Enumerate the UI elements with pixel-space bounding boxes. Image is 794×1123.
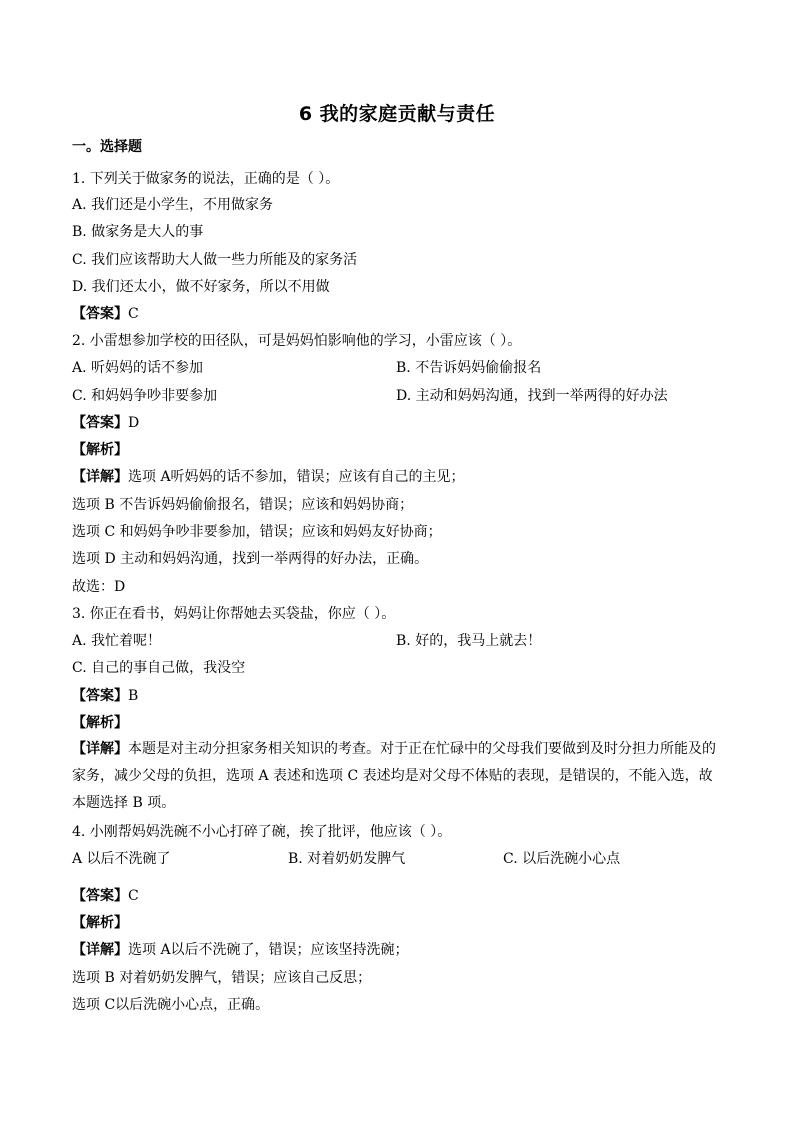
q1-stem: 1. 下列关于做家务的说法，正确的是（ ）。 (72, 171, 340, 187)
q2-option-a: A. 听妈妈的话不参加 (72, 360, 204, 376)
q1-answer (72, 305, 139, 323)
q3-detail-text: 本题是对主动分担家务相关知识的考查。对于正在忙碌中的父母我们要做到及时分担力所能及的家务，减少父母的负担，选项 A 表述和选项 C 表述均是对父母不体贴的表现，是错误的，不能入选，故本题选择 B 项。 (72, 741, 716, 811)
q2-conclusion: 故选：D (72, 579, 126, 595)
q4-detail-3: 选项 C以后洗碗小心点，正确。 (72, 997, 270, 1013)
q4-detail-1 (72, 941, 409, 959)
q1-option-b: B. 做家务是大人的事 (72, 224, 204, 240)
q3-stem: 3. 你正在看书，妈妈让你帮她去买袋盐，你应（ ）。 (72, 606, 396, 622)
q1-option-d: D. 我们还太小，做不好家务，所以不用做 (72, 279, 330, 295)
q4-detail-2: 选项 B 对着奶奶发脾气，错误；应该自己反思； (72, 970, 372, 986)
q2-answer-value: D (128, 415, 140, 431)
q2-answer (72, 414, 139, 432)
detail-tag: 【详解】 (72, 942, 128, 958)
answer-tag: 【答案】 (72, 306, 128, 322)
q4-answer (72, 887, 139, 905)
q3-option-c: C. 自己的事自己做，我没空 (72, 660, 246, 676)
q2-option-d: D. 主动和妈妈沟通，找到一举两得的好办法 (396, 388, 668, 404)
q1-option-c: C. 我们应该帮助大人做一些力所能及的家务活 (72, 252, 358, 268)
detail-tag: 【详解】 (72, 741, 128, 757)
q4-stem: 4. 小刚帮妈妈洗碗不小心打碎了碗，挨了批评，他应该（ ）。 (72, 824, 452, 840)
q1-answer-value: C (128, 306, 139, 322)
answer-tag: 【答案】 (72, 415, 128, 431)
detail-tag: 【详解】 (72, 469, 128, 485)
q4-option-c: C. 以后洗碗小心点 (503, 851, 621, 867)
q3-analysis-tag: 【解析】 (72, 715, 128, 731)
q2-stem: 2. 小雷想参加学校的田径队，可是妈妈怕影响他的学习，小雷应该（ ）。 (72, 333, 522, 349)
q3-answer-value: B (128, 688, 139, 704)
q2-option-b: B. 不告诉妈妈偷偷报名 (396, 360, 542, 376)
q4-analysis-tag: 【解析】 (72, 915, 128, 931)
q2-detail-4: 选项 D 主动和妈妈沟通，找到一举两得的好办法，正确。 (72, 551, 429, 567)
q2-detail-3: 选项 C 和妈妈争吵非要参加，错误；应该和妈妈友好协商； (72, 524, 442, 540)
q4-option-b: B. 对着奶奶发脾气 (288, 851, 406, 867)
q1-option-a: A. 我们还是小学生，不用做家务 (72, 197, 274, 213)
q2-analysis-tag: 【解析】 (72, 442, 128, 458)
q3-option-b: B. 好的，我马上就去！ (396, 633, 542, 649)
q4-answer-value: C (128, 888, 139, 904)
q4-detail-1-text: 选项 A以后不洗碗了，错误；应该坚持洗碗； (128, 942, 409, 958)
q3-option-a: A. 我忙着呢！ (72, 633, 162, 649)
q3-detail (72, 736, 724, 817)
page-title: 6 我的家庭贡献与责任 (298, 103, 496, 125)
q4-option-a: A 以后不洗碗了 (72, 851, 171, 867)
answer-tag: 【答案】 (72, 888, 128, 904)
section-heading: 一。选择题 (72, 139, 142, 155)
q2-detail-1-text: 选项 A听妈妈的话不参加，错误；应该有自己的主见； (128, 469, 465, 485)
q3-answer (72, 687, 138, 705)
q2-option-c: C. 和妈妈争吵非要参加 (72, 388, 218, 404)
q2-detail-1 (72, 468, 465, 486)
q2-detail-2: 选项 B 不告诉妈妈偷偷报名，错误；应该和妈妈协商； (72, 497, 414, 513)
answer-tag: 【答案】 (72, 688, 128, 704)
